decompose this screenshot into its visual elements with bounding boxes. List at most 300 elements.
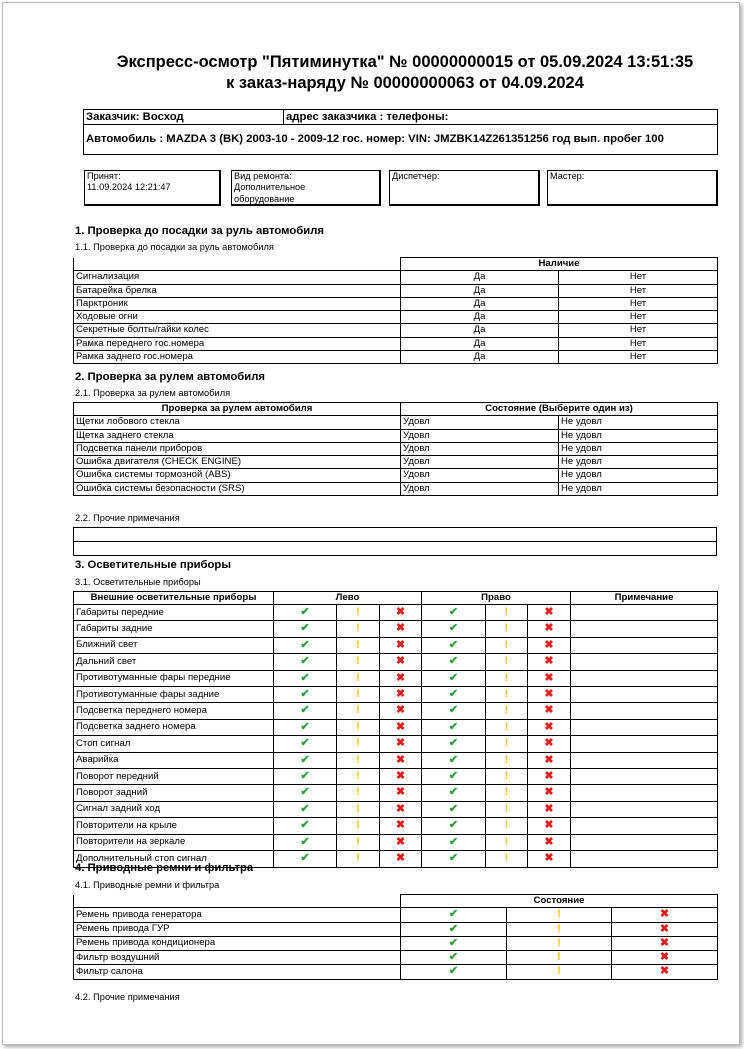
exclamation-icon: ! — [356, 802, 360, 815]
cross-icon: ✖ — [395, 671, 406, 684]
cross-icon: ✖ — [395, 737, 406, 750]
cross-option[interactable] — [380, 818, 422, 834]
cross-option[interactable] — [380, 670, 422, 686]
check-icon: ✔ — [300, 737, 310, 750]
exclamation-icon: ! — [356, 720, 360, 733]
presence-item-label: Рамка заднего гос.номера — [74, 351, 401, 364]
lighting-note-cell[interactable] — [571, 719, 718, 735]
no-option[interactable]: Нет — [559, 271, 718, 284]
section-4-heading: 4. Приводные ремни и фильтра — [75, 862, 254, 874]
table-row — [74, 324, 718, 337]
table-row — [74, 442, 718, 455]
check-option[interactable] — [422, 670, 486, 686]
cross-option[interactable] — [380, 703, 422, 719]
cross-icon: ✖ — [544, 671, 554, 684]
cross-icon: ✖ — [395, 802, 406, 815]
lighting-note-cell[interactable] — [571, 621, 718, 637]
cross-icon: ✖ — [395, 770, 406, 783]
title-line-2: к заказ-наряду № 00000000063 от 04.09.2024 — [226, 74, 584, 92]
table-row — [74, 719, 718, 735]
good-option[interactable]: Удовл — [401, 456, 559, 469]
notes-table-2 — [73, 527, 717, 556]
lighting-col-left: Лево — [274, 592, 422, 605]
check-icon: ✔ — [448, 802, 459, 815]
exclamation-option[interactable] — [337, 801, 380, 817]
good-option[interactable]: Удовл — [401, 469, 559, 482]
check-option[interactable] — [401, 922, 507, 936]
exclamation-icon: ! — [504, 786, 509, 799]
lighting-item-label: Аварийка — [74, 752, 274, 768]
check-icon: ✔ — [300, 753, 310, 766]
lighting-item-label: Подсветка заднего номера — [74, 719, 274, 735]
cross-option[interactable] — [380, 605, 422, 621]
driving-item-label: Подсветка панели приборов — [74, 442, 401, 455]
customer-address: адрес заказчика : телефоны: — [284, 110, 718, 125]
table-row — [74, 687, 718, 703]
lighting-note-cell[interactable] — [571, 818, 718, 834]
check-icon: ✔ — [448, 908, 459, 921]
lighting-note-cell[interactable] — [571, 670, 718, 686]
cross-option[interactable] — [528, 637, 571, 653]
lighting-item-label: Повторители на зеркале — [74, 834, 274, 850]
cross-option[interactable] — [380, 654, 422, 670]
dispatcher-box — [389, 170, 540, 206]
cross-icon: ✖ — [395, 835, 406, 848]
check-option[interactable] — [274, 703, 337, 719]
yes-option[interactable]: Да — [401, 271, 559, 284]
exclamation-option[interactable] — [486, 785, 528, 801]
check-icon: ✔ — [448, 622, 459, 635]
check-option[interactable] — [422, 769, 486, 785]
table-row — [74, 416, 718, 429]
no-option[interactable]: Нет — [559, 284, 718, 297]
lighting-item-label: Поворот задний — [74, 785, 274, 801]
check-icon: ✔ — [448, 770, 459, 783]
lighting-note-cell[interactable] — [571, 605, 718, 621]
cross-option[interactable] — [528, 818, 571, 834]
table-row — [74, 936, 718, 950]
exclamation-option[interactable] — [507, 951, 612, 965]
lighting-note-cell[interactable] — [571, 752, 718, 768]
repair-value: Дополнительное оборудование — [234, 182, 306, 204]
table-row — [74, 311, 718, 324]
exclamation-icon: ! — [504, 835, 509, 848]
table-row — [74, 818, 718, 834]
exclamation-icon: ! — [356, 835, 360, 848]
cross-option[interactable] — [528, 801, 571, 817]
check-option[interactable] — [422, 687, 486, 703]
exclamation-option[interactable] — [337, 637, 380, 653]
exclamation-option[interactable] — [337, 851, 380, 867]
exclamation-option[interactable] — [486, 801, 528, 817]
lighting-item-label: Стоп сигнал — [74, 736, 274, 752]
exclamation-option[interactable] — [486, 621, 528, 637]
exclamation-icon: ! — [356, 737, 360, 750]
lighting-note-cell[interactable] — [571, 736, 718, 752]
check-option[interactable] — [274, 605, 337, 621]
cross-option[interactable] — [612, 908, 718, 922]
document-title — [75, 52, 735, 94]
notes-row[interactable] — [74, 542, 717, 556]
exclamation-option[interactable] — [486, 654, 528, 670]
table-row — [74, 456, 718, 469]
check-option[interactable] — [274, 769, 337, 785]
no-option[interactable]: Нет — [559, 324, 718, 337]
table-row — [74, 637, 718, 653]
exclamation-icon: ! — [504, 638, 509, 651]
cross-icon: ✖ — [544, 720, 554, 733]
check-option[interactable] — [274, 752, 337, 768]
no-option[interactable]: Нет — [559, 297, 718, 310]
check-option[interactable] — [274, 621, 337, 637]
accepted-box — [84, 170, 221, 206]
check-option[interactable] — [422, 818, 486, 834]
bad-option[interactable]: Не удовл — [559, 482, 718, 495]
check-option[interactable] — [274, 785, 337, 801]
check-option[interactable] — [274, 801, 337, 817]
exclamation-option[interactable] — [507, 936, 612, 950]
belts-header: Состояние — [401, 895, 718, 908]
exclamation-option[interactable] — [337, 654, 380, 670]
good-option[interactable]: Удовл — [401, 416, 559, 429]
accepted-value: 11.09.2024 12:21:47 — [87, 182, 171, 193]
exclamation-icon: ! — [504, 720, 509, 733]
cross-option[interactable] — [528, 752, 571, 768]
check-icon: ✔ — [300, 819, 310, 832]
check-icon: ✔ — [300, 688, 310, 701]
exclamation-option[interactable] — [337, 670, 380, 686]
exclamation-icon: ! — [356, 671, 360, 684]
yes-option[interactable]: Да — [401, 337, 559, 350]
check-icon: ✔ — [300, 786, 310, 799]
table-row — [74, 351, 718, 364]
cross-option[interactable] — [380, 687, 422, 703]
yes-option[interactable]: Да — [401, 284, 559, 297]
cross-icon: ✖ — [544, 606, 554, 618]
section-1-1-subheading: 1.1. Проверка до посадки за руль автомобиля — [75, 242, 274, 252]
driving-col-check: Проверка за рулем автомобиля — [74, 403, 401, 416]
yes-option[interactable]: Да — [401, 324, 559, 337]
check-icon: ✔ — [448, 753, 459, 766]
cross-option[interactable] — [528, 670, 571, 686]
cross-option[interactable] — [528, 769, 571, 785]
lighting-note-cell[interactable] — [571, 769, 718, 785]
exclamation-icon: ! — [504, 606, 509, 618]
section-2-2-subheading: 2.2. Прочие примечания — [75, 513, 180, 523]
exclamation-option[interactable] — [486, 637, 528, 653]
check-icon: ✔ — [300, 704, 310, 717]
exclamation-option[interactable] — [337, 736, 380, 752]
good-option[interactable]: Удовл — [401, 482, 559, 495]
cross-option[interactable] — [380, 834, 422, 850]
yes-option[interactable]: Да — [401, 311, 559, 324]
check-option[interactable] — [401, 908, 507, 922]
lighting-note-cell[interactable] — [571, 703, 718, 719]
cross-option[interactable] — [612, 936, 718, 950]
cross-option[interactable] — [528, 785, 571, 801]
table-row — [74, 736, 718, 752]
lighting-col-name: Внешние осветительные приборы — [74, 592, 274, 605]
section-4-1-subheading: 4.1. Приводные ремни и фильтра — [75, 880, 220, 890]
section-2-heading: 2. Проверка за рулем автомобиля — [75, 371, 265, 383]
exclamation-icon: ! — [356, 786, 360, 799]
presence-item-label: Батарейка брелка — [74, 284, 401, 297]
good-option[interactable]: Удовл — [401, 429, 559, 442]
section-4-2-subheading: 4.2. Прочие примечания — [75, 992, 180, 1002]
exclamation-option[interactable] — [507, 965, 612, 979]
exclamation-option[interactable] — [486, 752, 528, 768]
cross-icon: ✖ — [659, 908, 670, 921]
exclamation-option[interactable] — [486, 736, 528, 752]
lighting-note-cell[interactable] — [571, 654, 718, 670]
no-option[interactable]: Нет — [559, 351, 718, 364]
check-option[interactable] — [422, 719, 486, 735]
exclamation-icon: ! — [504, 852, 509, 865]
table-row — [74, 621, 718, 637]
check-icon: ✔ — [448, 951, 459, 964]
belt-item-label: Фильтр салона — [74, 965, 401, 979]
check-option[interactable] — [422, 654, 486, 670]
check-icon: ✔ — [300, 638, 310, 651]
cross-icon: ✖ — [395, 638, 406, 651]
exclamation-option[interactable] — [337, 752, 380, 768]
cross-icon: ✖ — [544, 622, 554, 635]
cross-icon: ✖ — [395, 655, 406, 668]
exclamation-option[interactable] — [486, 851, 528, 867]
cross-option[interactable] — [380, 851, 422, 867]
cross-icon: ✖ — [544, 835, 554, 848]
lighting-note-cell[interactable] — [571, 801, 718, 817]
check-option[interactable] — [422, 785, 486, 801]
check-icon: ✔ — [300, 802, 310, 815]
no-option[interactable]: Нет — [559, 311, 718, 324]
cross-option[interactable] — [380, 736, 422, 752]
yes-option[interactable]: Да — [401, 351, 559, 364]
check-option[interactable] — [274, 851, 337, 867]
check-icon: ✔ — [448, 965, 459, 978]
lighting-note-cell[interactable] — [571, 851, 718, 867]
check-icon: ✔ — [448, 638, 459, 651]
check-option[interactable] — [422, 621, 486, 637]
check-option[interactable] — [401, 951, 507, 965]
exclamation-icon: ! — [557, 908, 561, 921]
check-icon: ✔ — [300, 655, 310, 668]
customer-table — [83, 109, 718, 155]
check-option[interactable] — [422, 851, 486, 867]
exclamation-icon: ! — [504, 770, 509, 783]
table-row — [74, 965, 718, 979]
good-option[interactable]: Удовл — [401, 442, 559, 455]
check-icon: ✔ — [448, 835, 459, 848]
check-option[interactable] — [274, 736, 337, 752]
table-row — [74, 908, 718, 922]
notes-row[interactable] — [74, 528, 717, 542]
exclamation-icon: ! — [504, 671, 509, 684]
check-option[interactable] — [422, 605, 486, 621]
cross-option[interactable] — [528, 654, 571, 670]
check-option[interactable] — [422, 752, 486, 768]
table-row — [74, 951, 718, 965]
cross-icon: ✖ — [659, 965, 670, 978]
cross-option[interactable] — [528, 605, 571, 621]
lighting-note-cell[interactable] — [571, 785, 718, 801]
exclamation-option[interactable] — [507, 922, 612, 936]
cross-option[interactable] — [612, 951, 718, 965]
cross-icon: ✖ — [395, 786, 406, 799]
belts-table — [73, 894, 718, 980]
cross-option[interactable] — [528, 736, 571, 752]
cross-icon: ✖ — [544, 786, 554, 799]
check-option[interactable] — [274, 834, 337, 850]
cross-icon: ✖ — [659, 922, 670, 935]
check-option[interactable] — [422, 736, 486, 752]
exclamation-option[interactable] — [486, 703, 528, 719]
cross-icon: ✖ — [395, 688, 406, 701]
exclamation-icon: ! — [504, 688, 509, 701]
presence-table — [73, 257, 718, 364]
check-icon: ✔ — [448, 704, 459, 717]
check-icon: ✔ — [448, 720, 459, 733]
exclamation-option[interactable] — [337, 621, 380, 637]
check-option[interactable] — [401, 936, 507, 950]
lighting-item-label: Габариты передние — [74, 605, 274, 621]
cross-option[interactable] — [380, 801, 422, 817]
exclamation-option[interactable] — [507, 908, 612, 922]
exclamation-option[interactable] — [337, 785, 380, 801]
check-option[interactable] — [422, 834, 486, 850]
bad-option[interactable]: Не удовл — [559, 416, 718, 429]
check-option[interactable] — [274, 719, 337, 735]
exclamation-option[interactable] — [486, 769, 528, 785]
exclamation-option[interactable] — [486, 605, 528, 621]
cross-option[interactable] — [528, 851, 571, 867]
table-row — [74, 605, 718, 621]
exclamation-option[interactable] — [337, 605, 380, 621]
bad-option[interactable]: Не удовл — [559, 429, 718, 442]
exclamation-option[interactable] — [337, 834, 380, 850]
exclamation-icon: ! — [356, 655, 360, 668]
cross-option[interactable] — [380, 785, 422, 801]
exclamation-icon: ! — [504, 704, 509, 717]
cross-icon: ✖ — [544, 704, 554, 717]
lighting-item-label: Поворот передний — [74, 769, 274, 785]
cross-icon: ✖ — [544, 737, 554, 750]
section-3-heading: 3. Осветительные приборы — [75, 559, 231, 571]
cross-icon: ✖ — [395, 622, 406, 635]
cross-icon: ✖ — [544, 770, 554, 783]
exclamation-icon: ! — [557, 922, 561, 935]
table-row — [74, 801, 718, 817]
section-2-1-subheading: 2.1. Проверка за рулем автомобиля — [75, 388, 231, 398]
cross-option[interactable] — [612, 965, 718, 979]
cross-option[interactable] — [612, 922, 718, 936]
table-row — [74, 785, 718, 801]
check-option[interactable] — [274, 818, 337, 834]
presence-item-label: Ходовые огни — [74, 311, 401, 324]
lighting-note-cell[interactable] — [571, 834, 718, 850]
exclamation-icon: ! — [356, 819, 360, 832]
cross-icon: ✖ — [395, 753, 406, 766]
check-option[interactable] — [422, 801, 486, 817]
belt-item-label: Ремень привода ГУР — [74, 922, 401, 936]
check-option[interactable] — [274, 670, 337, 686]
exclamation-icon: ! — [557, 965, 561, 978]
check-icon: ✔ — [300, 671, 310, 684]
lighting-item-label: Габариты задние — [74, 621, 274, 637]
driving-item-label: Ошибка системы тормозной (ABS) — [74, 469, 401, 482]
cross-option[interactable] — [380, 752, 422, 768]
check-option[interactable] — [274, 637, 337, 653]
bad-option[interactable]: Не удовл — [559, 456, 718, 469]
lighting-table — [73, 591, 718, 868]
cross-option[interactable] — [380, 719, 422, 735]
cross-icon: ✖ — [395, 852, 406, 865]
exclamation-option[interactable] — [486, 670, 528, 686]
table-row — [74, 271, 718, 284]
exclamation-icon: ! — [356, 622, 360, 635]
cross-option[interactable] — [380, 637, 422, 653]
cross-option[interactable] — [528, 703, 571, 719]
check-icon: ✔ — [448, 852, 459, 865]
exclamation-option[interactable] — [486, 687, 528, 703]
check-icon: ✔ — [300, 720, 310, 733]
exclamation-option[interactable] — [486, 818, 528, 834]
table-row — [74, 337, 718, 350]
check-option[interactable] — [422, 637, 486, 653]
table-row — [74, 297, 718, 310]
cross-option[interactable] — [528, 719, 571, 735]
check-icon: ✔ — [448, 936, 459, 949]
exclamation-option[interactable] — [337, 719, 380, 735]
bad-option[interactable]: Не удовл — [559, 442, 718, 455]
check-option[interactable] — [401, 965, 507, 979]
cross-option[interactable] — [528, 621, 571, 637]
lighting-col-note: Примечание — [571, 592, 718, 605]
cross-option[interactable] — [528, 687, 571, 703]
bad-option[interactable]: Не удовл — [559, 469, 718, 482]
repair-label: Вид ремонта: — [234, 171, 292, 181]
check-icon: ✔ — [448, 737, 459, 750]
no-option[interactable]: Нет — [559, 337, 718, 350]
exclamation-option[interactable] — [486, 719, 528, 735]
exclamation-icon: ! — [557, 936, 561, 949]
lighting-note-cell[interactable] — [571, 687, 718, 703]
check-icon: ✔ — [448, 671, 459, 684]
check-option[interactable] — [274, 687, 337, 703]
exclamation-option[interactable] — [486, 834, 528, 850]
cross-option[interactable] — [380, 769, 422, 785]
cross-option[interactable] — [380, 621, 422, 637]
cross-icon: ✖ — [395, 819, 406, 832]
exclamation-option[interactable] — [337, 818, 380, 834]
check-option[interactable] — [274, 654, 337, 670]
exclamation-icon: ! — [504, 802, 509, 815]
cross-option[interactable] — [528, 834, 571, 850]
yes-option[interactable]: Да — [401, 297, 559, 310]
check-option[interactable] — [422, 703, 486, 719]
exclamation-option[interactable] — [337, 703, 380, 719]
table-row — [74, 703, 718, 719]
exclamation-option[interactable] — [337, 769, 380, 785]
cross-icon: ✖ — [544, 638, 554, 651]
lighting-item-label: Дополнительный стоп сигнал — [74, 851, 274, 867]
exclamation-icon: ! — [356, 852, 360, 865]
cross-icon: ✖ — [544, 802, 554, 815]
lighting-note-cell[interactable] — [571, 637, 718, 653]
table-row — [74, 752, 718, 768]
exclamation-icon: ! — [557, 951, 561, 964]
exclamation-option[interactable] — [337, 687, 380, 703]
